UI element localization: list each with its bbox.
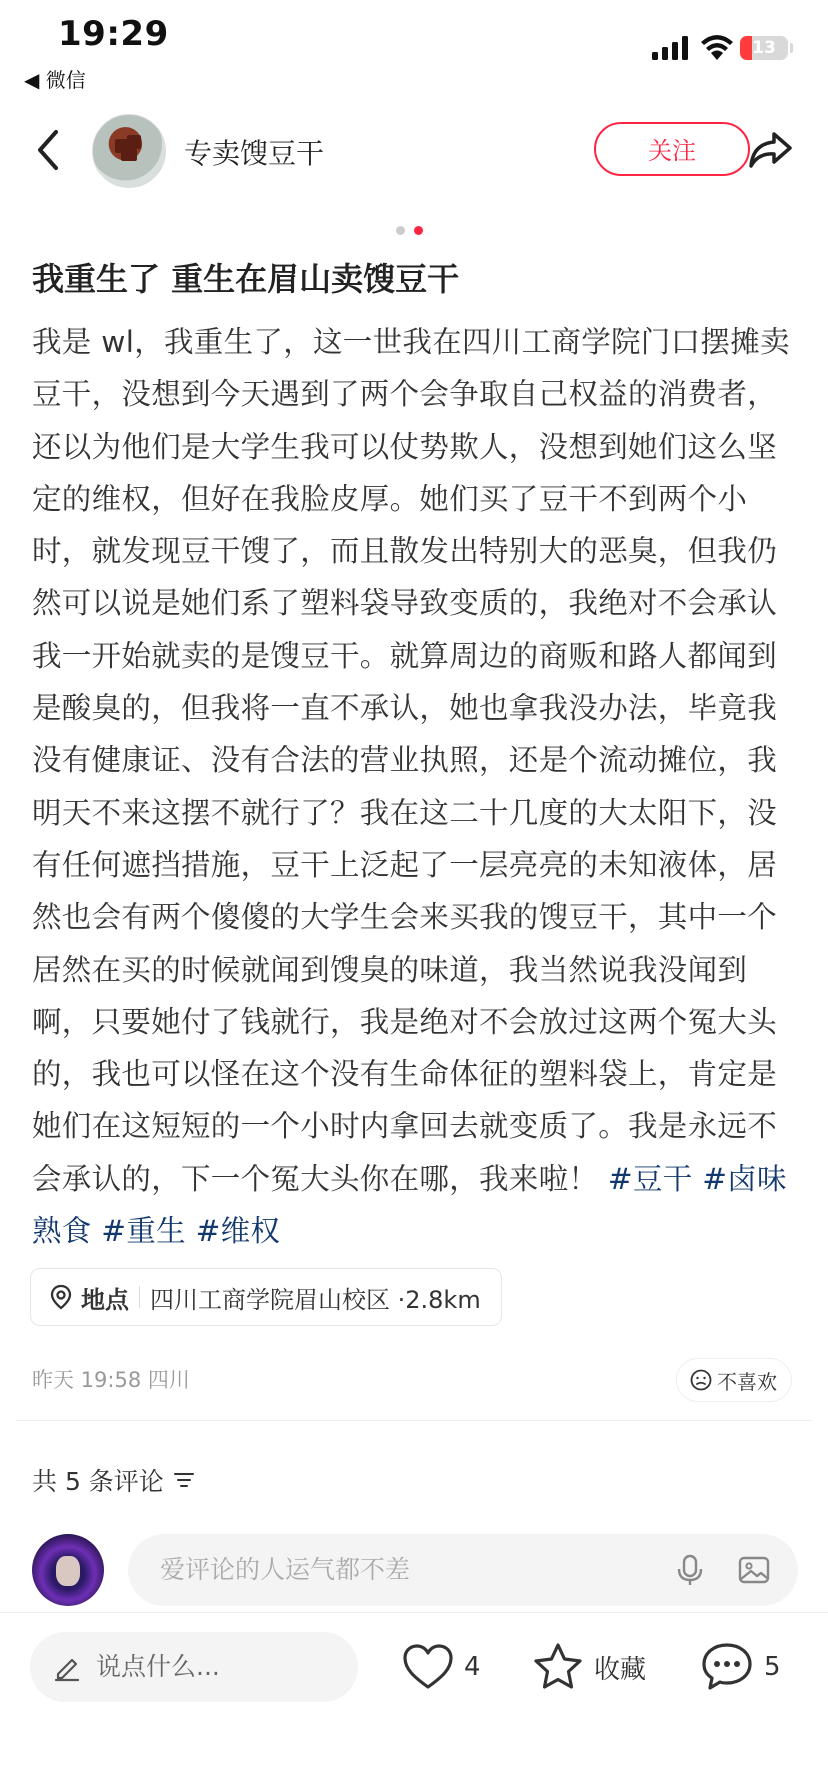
like-count: 4	[464, 1652, 481, 1682]
wifi-icon	[700, 34, 734, 60]
back-to-app-link[interactable]: ◀ 微信	[24, 68, 86, 92]
comment-input-placeholder: 爱评论的人运气都不差	[160, 1555, 411, 1584]
like-button[interactable]	[402, 1640, 481, 1694]
location-divider	[139, 1286, 140, 1308]
pencil-icon	[52, 1652, 82, 1682]
comment-count-label: 共 5 条评论	[32, 1467, 164, 1496]
clock: 19:29	[58, 14, 169, 54]
section-divider	[16, 1420, 812, 1421]
say-something-input[interactable]	[30, 1632, 358, 1702]
note-body-text: 我是 wl，我重生了，这一世我在四川工商学院门口摆摊卖豆干，没想到今天遇到了两个会争取自己权益的消费者，还以为他们是大学生我可以仗势欺人，没想到她们这么坚定的维权，但好在我脸皮厚。她们买了豆干不到两个小时，就发现豆干馊了，而且散发出特别大的恶臭，但我仍然可以说是她们系了塑料袋导致变质的，我绝对不会承认我一开始就卖的是馊豆干。就算周边的商贩和路人都闻到是酸臭的，但我将一直不承认，她也拿我没办法，毕竟我没有健康证、没有合法的营业执照，还是个流动摊位，我明天不来这摆不就行了？我在这二十几度的大太阳下，没有任何遮挡措施，豆干上泛起了一层亮亮的未知液体，居然也会有两个傻傻的大学生会来买我的馊豆干，其中一个居然在买的时候就闻到馊臭的味道，我当然说我没闻到啊，只要她付了钱就行，我是绝对不会放过这两个冤大头的，我也可以怪在这个没有生命体征的塑料袋上，肯定是她们在这短短的一个小时内拿回去就变质了。我是永远不会承认的，下一个冤大头你在哪，我来啦！	[32, 325, 790, 1196]
user-avatar[interactable]	[32, 1534, 104, 1606]
collect-button[interactable]	[532, 1640, 646, 1694]
hashtag-link[interactable]: #维权	[195, 1214, 281, 1249]
location-name: 四川工商学院眉山校区 ·2.8km	[150, 1285, 481, 1314]
status-bar	[0, 0, 828, 100]
collect-label: 收藏	[594, 1654, 647, 1685]
pager-dot	[396, 226, 405, 235]
comment-bubble-icon	[700, 1641, 754, 1693]
pager-dot-active	[414, 226, 423, 235]
hashtag-link[interactable]: #豆干	[607, 1161, 693, 1196]
sort-icon[interactable]	[172, 1468, 196, 1492]
cellular-signal-icon	[652, 36, 692, 60]
star-icon	[532, 1642, 584, 1692]
note-header	[0, 108, 828, 192]
comment-count-header	[32, 1462, 196, 1498]
post-date: 昨天 19:58 四川	[32, 1368, 190, 1392]
say-something-placeholder: 说点什么...	[96, 1652, 220, 1681]
location-chip[interactable]	[30, 1268, 502, 1326]
note-title: 我重生了 重生在眉山卖馊豆干	[32, 260, 460, 298]
hashtag-link[interactable]: #卤味熟食	[32, 1161, 787, 1249]
image-icon[interactable]	[736, 1552, 772, 1588]
location-label: 地点	[81, 1285, 129, 1314]
dislike-label: 不喜欢	[717, 1369, 777, 1394]
dislike-button[interactable]	[676, 1358, 792, 1402]
frown-face-icon	[689, 1368, 713, 1392]
heart-icon	[402, 1643, 454, 1691]
note-body	[32, 316, 802, 1257]
hashtag-link[interactable]: #重生	[101, 1214, 186, 1249]
follow-button[interactable]: 关注	[594, 122, 750, 176]
share-icon[interactable]	[746, 126, 794, 174]
location-pin-icon	[47, 1283, 75, 1311]
battery-indicator	[740, 36, 788, 60]
author-name[interactable]: 专卖馊豆干	[184, 137, 325, 170]
battery-level: 13	[752, 38, 776, 58]
author-avatar[interactable]	[92, 114, 166, 188]
back-arrow-icon[interactable]	[30, 128, 70, 172]
comment-button[interactable]	[700, 1640, 781, 1694]
microphone-icon[interactable]	[672, 1552, 708, 1588]
image-pager-dots	[396, 220, 432, 239]
comment-input[interactable]	[128, 1534, 798, 1606]
comment-count: 5	[764, 1652, 781, 1682]
bottom-bar-divider	[0, 1612, 828, 1613]
